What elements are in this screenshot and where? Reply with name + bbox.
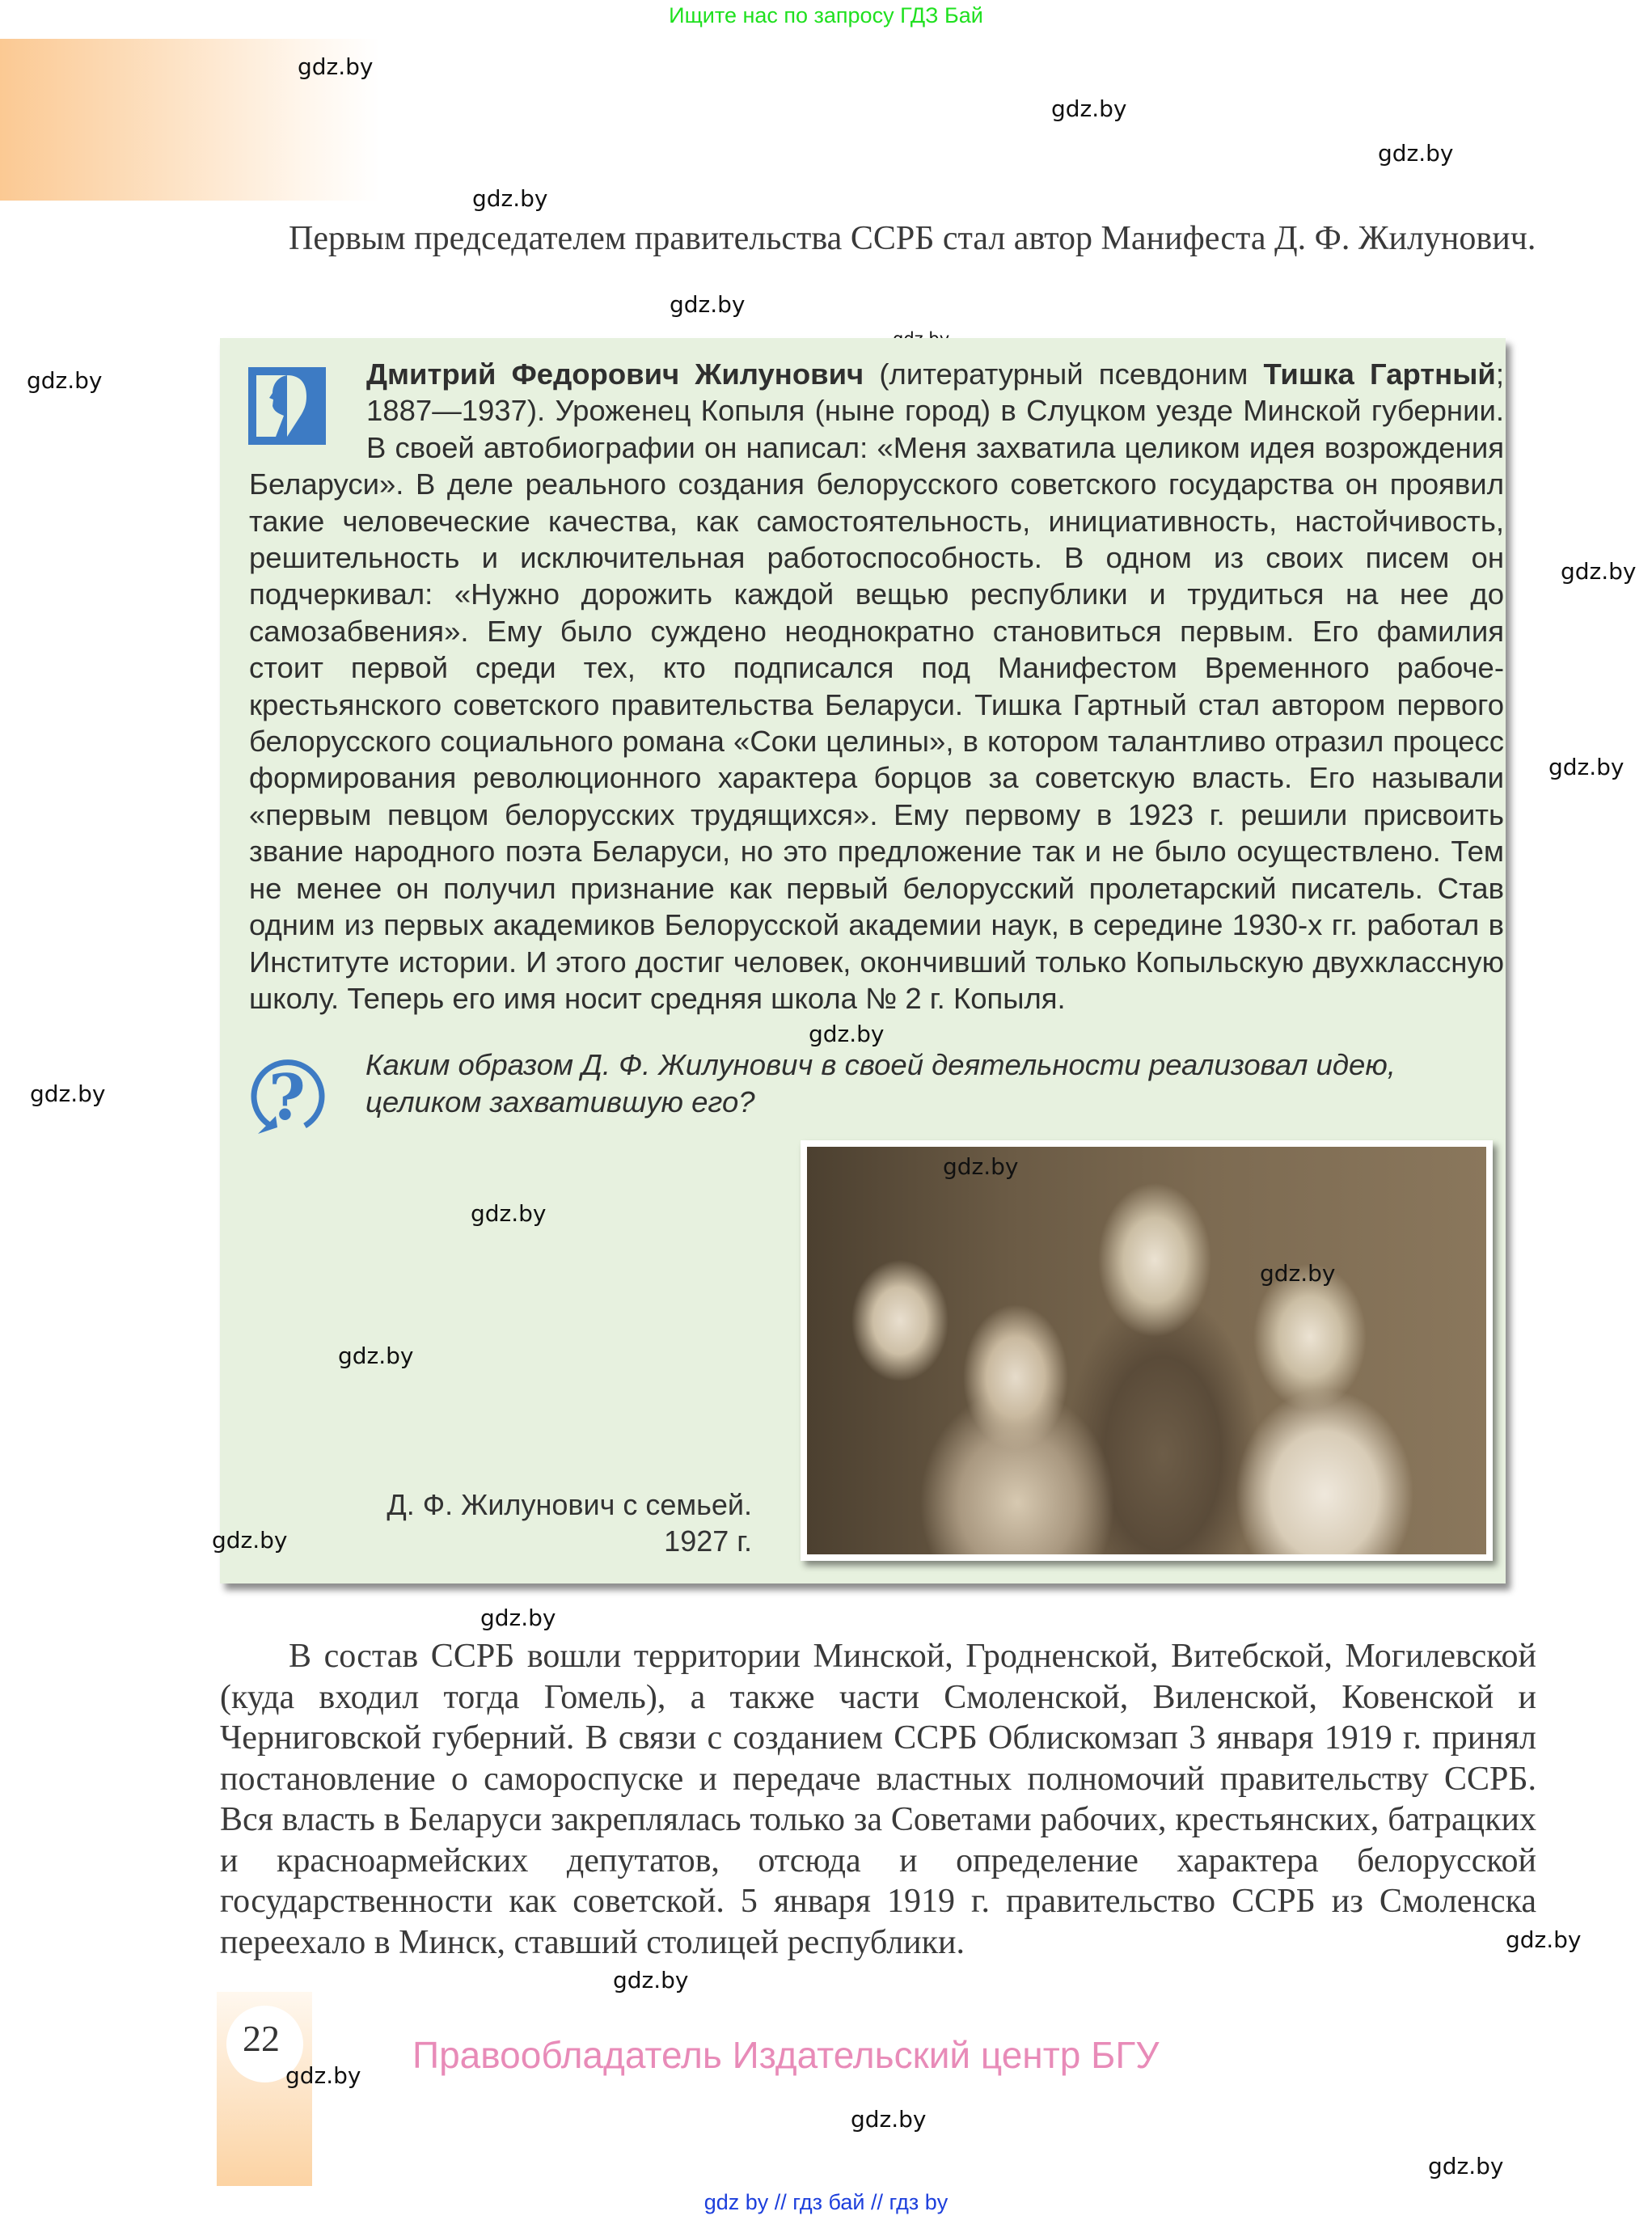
search-banner[interactable]: Ищите нас по запросу ГДЗ Бай xyxy=(669,3,983,27)
family-photo xyxy=(807,1147,1486,1554)
watermark: gdz.by xyxy=(613,1967,689,1994)
watermark: gdz.by xyxy=(1506,1926,1582,1953)
watermark: gdz.by xyxy=(1548,754,1625,780)
review-question: Каким образом Д. Ф. Жилунович в своей деятельности реализовал идею, целиком захватившую его? xyxy=(365,1048,1396,1118)
biography-text xyxy=(249,356,1504,1017)
bio-pseudonym: Тишка Гартный xyxy=(1263,357,1496,391)
main-paragraph xyxy=(220,1636,1536,1963)
watermark: gdz.by xyxy=(212,1527,288,1554)
watermark: gdz.by xyxy=(338,1342,414,1369)
intro-paragraph xyxy=(220,218,1536,260)
family-photo-frame xyxy=(801,1140,1493,1561)
bio-name: Дмитрий Федорович Жилунович xyxy=(366,357,864,391)
watermark: gdz.by xyxy=(285,2062,361,2089)
watermark: gdz.by xyxy=(1051,95,1127,122)
watermark: gdz.by xyxy=(1260,1260,1336,1287)
watermark: gdz.by xyxy=(480,1605,556,1631)
footer-links[interactable]: gdz by // гдз бай // гдз by xyxy=(703,2190,949,2214)
watermark: gdz.by xyxy=(30,1080,106,1107)
photo-caption-title: Д. Ф. Жилунович с семьей. xyxy=(387,1488,752,1521)
bio-pseudonym-prefix: (литературный псевдоним xyxy=(864,357,1264,391)
page-number: 22 xyxy=(243,2018,280,2059)
watermark: gdz.by xyxy=(471,1200,547,1227)
intro-paragraph-text: Первым председателем правительства ССРБ стал автор Манифеста Д. Ф. Жилунович. xyxy=(289,220,1536,257)
watermark: gdz.by xyxy=(472,185,548,212)
copyright-notice: Правообладатель Издательский центр БГУ xyxy=(412,2034,1160,2076)
bio-body: ; 1887—1937). Уроженец Копыля (ныне город) в Слуцком уезде Минской губернии. В своей автобиографии он написал: «Меня захватила целиком идея возрождения Беларуси». В деле реального создания белорусского советского государства он проявил такие человеческие качества, как самостоятельность, инициативность, настойчивость, решительность и исключительная работоспособность. В одном из своих писем он подчеркивал: «Нужно дорожить каждой вещью республики и трудиться на нее до самозабвения». Ему было суждено неоднократно становиться первым. Его фамилия стоит первой среди тех, кто подписался под Манифестом Временного рабоче-крестьянского советского правительства Беларуси. Тишка Гартный стал автором первого белорусского социального романа «Соки целины», в котором талантливо отразил процесс формирования революционного характера борцов за советскую власть. Его называли «первым певцом белорусских трудящихся». Ему первому в 1923 г. решили присвоить звание народного поэта Беларуси, но это предложение так и не было осуществлено. Тем не менее он получил признание как первый белорусский пролетарский писатель. Став одним из первых академиков Белорусской академии наук, в середине 1930-х гг. работал в Институте истории. И этого достиг человек, окончивший только Копыльскую двухклассную школу. Теперь его имя носит средняя школа № 2 г. Копыля. xyxy=(249,357,1504,1015)
main-paragraph-text: В состав ССРБ вошли территории Минской, Гродненской, Витебской, Могилевской (куда входил тогда Гомель), а также части Смоленской, Виленской, Ковенской и Черниговской губерний. В связи с созданием ССРБ Облискомзап 3 января 1919 г. принял постановление о самороспуске и передаче властных полномочий правительству ССРБ. Вся власть в Беларуси закреплялась только за Советами рабочих, крестьянских, батрацких и красноармейских депутатов, отсюда и определение характера белорусской государственности как советской. 5 января 1919 г. правительство ССРБ из Смоленска переехало в Минск, ставший столицей республики. xyxy=(220,1638,1536,1961)
watermark: gdz.by xyxy=(670,291,746,318)
watermark: gdz.by xyxy=(943,1153,1019,1180)
photo-caption xyxy=(340,1486,752,1559)
watermark: gdz.by xyxy=(27,367,103,394)
watermark: gdz.by xyxy=(1561,558,1637,585)
watermark: gdz.by xyxy=(298,53,374,80)
watermark: gdz.by xyxy=(1378,140,1454,167)
question-mark-icon xyxy=(247,1051,327,1136)
photo-caption-year: 1927 г. xyxy=(664,1524,752,1558)
watermark: gdz.by xyxy=(851,2106,927,2133)
watermark: gdz.by xyxy=(1428,2153,1504,2180)
svg-text:?: ? xyxy=(268,1061,306,1135)
watermark: gdz.by xyxy=(809,1021,885,1047)
